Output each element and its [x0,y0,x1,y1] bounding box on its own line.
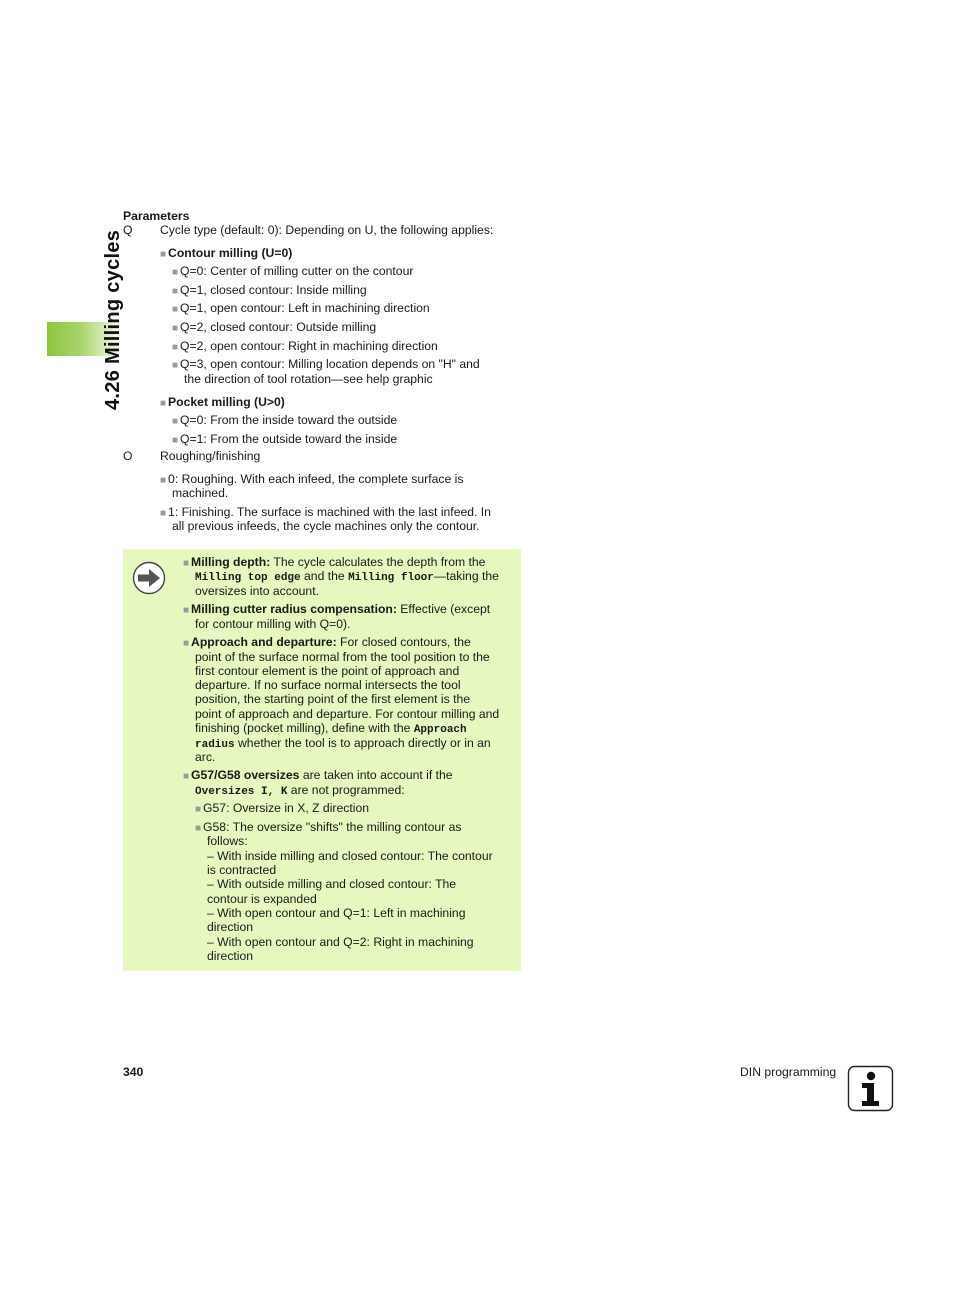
bullet-icon: ■ [172,286,179,297]
param-o-desc: Roughing/finishing [160,449,261,463]
bullet-icon: ■ [183,605,190,616]
info-icon [847,1065,895,1113]
list-item: ■ Q=2, closed contour: Outside milling [172,320,377,334]
list-item: ■ 1: Finishing. The surface is machined with the last infeed. In [160,505,491,519]
bullet-icon: ■ [183,638,190,649]
note-line: Oversizes I, K are not programmed: [195,783,405,798]
note-line: – With inside milling and closed contour: The contour [207,849,493,863]
list-item: ■ G57: Oversize in X, Z direction [195,801,369,815]
note-line: – With open contour and Q=1: Left in machining [207,906,466,920]
note-line: position, the starting point of the first element is the [195,692,471,706]
note-line: finishing (pocket milling), define with the Approach [195,721,467,736]
list-item: ■ Q=1, closed contour: Inside milling [172,283,367,297]
note-line: direction [207,920,254,934]
note-line: arc. [195,750,216,764]
list-item: ■ Q=3, open contour: Milling location depends on "H" and [172,357,480,371]
bullet-icon: ■ [195,823,202,834]
list-item: ■ 0: Roughing. With each infeed, the complete surface is [160,472,464,486]
param-o-key: O [123,449,133,463]
page-number: 340 [123,1065,144,1079]
note-line: follows: [207,834,248,848]
param-q-desc: Cycle type (default: 0): Depending on U, the following applies: [160,223,494,237]
note-line: point of approach and departure. For contour milling and [195,707,500,721]
bullet-icon: ■ [172,323,179,334]
note-line: radius whether the tool is to approach directly or in an [195,736,491,751]
list-item: ■ Q=2, open contour: Right in machining direction [172,339,438,353]
note-line: point of the surface normal from the tool position to the [195,650,490,664]
param-q-key: Q [123,223,133,237]
bullet-icon: ■ [172,267,179,278]
note-line: direction [207,949,254,963]
bullet-icon: ■ [172,416,179,427]
list-item-continuation: all previous infeeds, the cycle machines only the contour. [172,519,480,533]
section-title: 4.26 Milling cycles [102,229,124,410]
bullet-icon: ■ [160,249,167,260]
bullet-icon: ■ [160,475,167,486]
note-line: – With outside milling and closed contour: The [207,877,457,891]
note-line: first contour element is the point of approach and [195,664,460,678]
arrow-right-icon [131,560,167,596]
list-item-continuation: machined. [172,486,229,500]
bullet-icon: ■ [172,342,179,353]
note-line: Milling top edge and the Milling floor—taking the [195,569,499,584]
bullet-icon: ■ [195,804,202,815]
note-line: is contracted [207,863,277,877]
parameters-heading: Parameters [123,209,190,223]
bullet-icon: ■ [160,398,167,409]
bullet-icon: ■ [160,508,167,519]
list-item: ■ Q=1: From the outside toward the inside [172,432,398,446]
note-radius-comp: ■ Milling cutter radius compensation: Effective (except [183,602,491,616]
bullet-icon: ■ [183,771,190,782]
note-line: departure. If no surface normal intersects the tool [195,678,461,692]
bullet-icon: ■ [172,435,179,446]
pocket-milling-heading: ■ Pocket milling (U>0) [160,395,285,409]
note-approach: ■ Approach and departure: For closed contours, the [183,635,471,649]
note-line: for contour milling with Q=0). [195,617,351,631]
list-item: ■ Q=1, open contour: Left in machining direction [172,301,430,315]
list-item: ■ G58: The oversize "shifts" the milling contour as [195,820,462,834]
note-oversizes: ■ G57/G58 oversizes are taken into account if the [183,768,453,782]
footer-section: DIN programming [740,1065,837,1079]
note-milling-depth: ■ Milling depth: The cycle calculates the depth from the [183,555,486,569]
bullet-icon: ■ [172,360,179,371]
note-line: contour is expanded [207,892,317,906]
bullet-icon: ■ [183,558,190,569]
bullet-icon: ■ [172,304,179,315]
list-item: ■ Q=0: Center of milling cutter on the contour [172,264,414,278]
contour-milling-heading: ■ Contour milling (U=0) [160,246,293,260]
note-line: – With open contour and Q=2: Right in machining [207,935,474,949]
note-line: oversizes into account. [195,584,319,598]
list-item-continuation: the direction of tool rotation—see help graphic [184,372,433,386]
list-item: ■ Q=0: From the inside toward the outside [172,413,398,427]
